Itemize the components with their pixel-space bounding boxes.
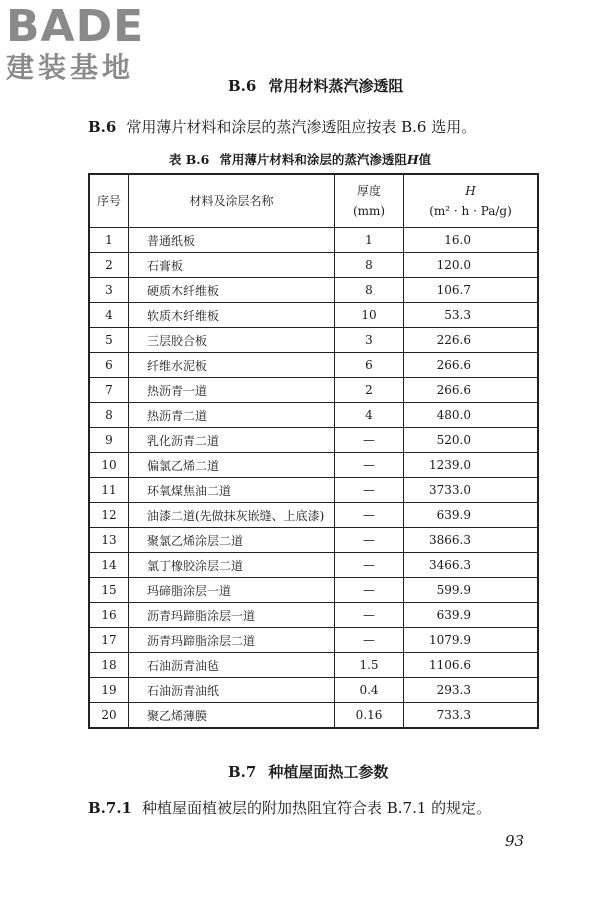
cell-h-value: 3466.3 (404, 553, 539, 578)
cell-thickness: 1.5 (335, 653, 404, 678)
cell-thickness: 4 (335, 403, 404, 428)
cell-h-value: 120.0 (404, 253, 539, 278)
cell-no: 16 (89, 603, 129, 628)
clause-b6 (88, 116, 476, 137)
logo (6, 1, 176, 84)
clause-text: 常用薄片材料和涂层的蒸汽渗透阻应按表 B.6 选用。 (126, 118, 477, 136)
cell-thickness: 2 (335, 378, 404, 403)
cell-material: 乳化沥青二道 (129, 428, 335, 453)
table-caption-text: 常用薄片材料和涂层的蒸汽渗透阻 (219, 152, 407, 167)
cell-thickness: — (335, 628, 404, 653)
table-row (89, 603, 538, 628)
cell-no: 1 (89, 228, 129, 253)
cell-no: 15 (89, 578, 129, 603)
cell-material: 石油沥青油毡 (129, 653, 335, 678)
cell-thickness: 1 (335, 228, 404, 253)
header-material: 材料及涂层名称 (129, 174, 335, 228)
table-row (89, 328, 538, 353)
cell-thickness: — (335, 603, 404, 628)
cell-material: 石油沥青油纸 (129, 678, 335, 703)
cell-thickness: 8 (335, 253, 404, 278)
cell-thickness: 8 (335, 278, 404, 303)
cell-no: 9 (89, 428, 129, 453)
cell-no: 7 (89, 378, 129, 403)
cell-no: 12 (89, 503, 129, 528)
cell-no: 18 (89, 653, 129, 678)
cell-h-value: 1106.6 (404, 653, 539, 678)
cell-h-value: 53.3 (404, 303, 539, 328)
cell-material: 环氧煤焦油二道 (129, 478, 335, 503)
section-heading: 种植屋面热工参数 (268, 763, 389, 781)
cell-material: 石膏板 (129, 253, 335, 278)
header-h-symbol: H (465, 184, 476, 198)
cell-thickness: 10 (335, 303, 404, 328)
cell-thickness: — (335, 428, 404, 453)
cell-thickness: — (335, 478, 404, 503)
header-thickness-unit: (mm) (352, 204, 386, 218)
cell-thickness: — (335, 553, 404, 578)
cell-no: 17 (89, 628, 129, 653)
table-row (89, 478, 538, 503)
cell-material: 软质木纤维板 (129, 303, 335, 328)
cell-h-value: 293.3 (404, 678, 539, 703)
cell-h-value: 639.9 (404, 503, 539, 528)
cell-thickness: — (335, 503, 404, 528)
clause-number: B.7.1 (88, 799, 132, 817)
logo-subtitle: 建装基地 (6, 51, 135, 84)
logo-wordmark: BADE (6, 1, 145, 52)
page-number: 93 (505, 832, 525, 850)
cell-thickness: — (335, 528, 404, 553)
table-row (89, 278, 538, 303)
table-caption-suffix: 值 (418, 152, 432, 167)
cell-no: 5 (89, 328, 129, 353)
table-row (89, 653, 538, 678)
cell-no: 3 (89, 278, 129, 303)
table-row (89, 428, 538, 453)
cell-no: 10 (89, 453, 129, 478)
cell-material: 热沥青二道 (129, 403, 335, 428)
clause-b71 (88, 797, 491, 818)
cell-h-value: 106.7 (404, 278, 539, 303)
cell-no: 6 (89, 353, 129, 378)
cell-h-value: 266.6 (404, 378, 539, 403)
table-row (89, 453, 538, 478)
cell-h-value: 480.0 (404, 403, 539, 428)
section-heading: 常用材料蒸汽渗透阻 (268, 77, 404, 95)
table-row (89, 403, 538, 428)
cell-material: 聚乙烯薄膜 (129, 703, 335, 729)
header-thickness-label: 厚度 (356, 184, 381, 198)
cell-h-value: 599.9 (404, 578, 539, 603)
cell-no: 20 (89, 703, 129, 729)
cell-thickness: — (335, 453, 404, 478)
table-row (89, 253, 538, 278)
table-row (89, 303, 538, 328)
cell-material: 玛碲脂涂层一道 (129, 578, 335, 603)
header-thickness (335, 174, 404, 228)
table-row (89, 628, 538, 653)
table-row (89, 578, 538, 603)
table-body (89, 228, 538, 729)
cell-no: 13 (89, 528, 129, 553)
cell-h-value: 1239.0 (404, 453, 539, 478)
cell-thickness: 3 (335, 328, 404, 353)
table-caption (0, 150, 600, 168)
cell-h-value: 226.6 (404, 328, 539, 353)
cell-material: 氯丁橡胶涂层二道 (129, 553, 335, 578)
cell-h-value: 520.0 (404, 428, 539, 453)
clause-number: B.6 (88, 118, 117, 136)
table-row (89, 553, 538, 578)
cell-material: 三层胶合板 (129, 328, 335, 353)
cell-no: 11 (89, 478, 129, 503)
header-h-unit: (m² · h · Pa/g) (429, 204, 512, 218)
cell-no: 4 (89, 303, 129, 328)
cell-material: 沥青玛蹄脂涂层一道 (129, 603, 335, 628)
cell-h-value: 3866.3 (404, 528, 539, 553)
cell-h-value: 639.9 (404, 603, 539, 628)
cell-material: 偏氯乙烯二道 (129, 453, 335, 478)
vapor-resistance-table (88, 173, 539, 729)
cell-material: 普通纸板 (129, 228, 335, 253)
cell-material: 纤维水泥板 (129, 353, 335, 378)
section-title-b6 (228, 75, 403, 96)
table-row (89, 703, 538, 729)
cell-material: 硬质木纤维板 (129, 278, 335, 303)
header-no: 序号 (89, 174, 129, 228)
cell-thickness: 0.16 (335, 703, 404, 729)
cell-h-value: 733.3 (404, 703, 539, 729)
cell-h-value: 1079.9 (404, 628, 539, 653)
cell-h-value: 16.0 (404, 228, 539, 253)
table-row (89, 228, 538, 253)
table-caption-symbol: H (406, 152, 419, 167)
table-caption-label: 表 B.6 (168, 152, 210, 167)
table-row (89, 528, 538, 553)
cell-material: 沥青玛蹄脂涂层二道 (129, 628, 335, 653)
cell-material: 聚氯乙烯涂层二道 (129, 528, 335, 553)
cell-no: 19 (89, 678, 129, 703)
cell-thickness: — (335, 578, 404, 603)
table-row (89, 353, 538, 378)
cell-no: 2 (89, 253, 129, 278)
header-h (404, 174, 539, 228)
table-row (89, 503, 538, 528)
cell-material: 热沥青一道 (129, 378, 335, 403)
section-number: B.7 (228, 763, 257, 781)
section-number: B.6 (228, 77, 257, 95)
cell-thickness: 0.4 (335, 678, 404, 703)
cell-material: 油漆二道(先做抹灰嵌缝、上底漆) (129, 503, 335, 528)
clause-text: 种植屋面植被层的附加热阻宜符合表 B.7.1 的规定。 (142, 799, 492, 817)
cell-thickness: 6 (335, 353, 404, 378)
cell-h-value: 3733.0 (404, 478, 539, 503)
section-title-b7 (228, 761, 388, 782)
table-row (89, 678, 538, 703)
cell-no: 14 (89, 553, 129, 578)
table-row (89, 378, 538, 403)
table-header-row (89, 174, 538, 228)
cell-h-value: 266.6 (404, 353, 539, 378)
cell-no: 8 (89, 403, 129, 428)
